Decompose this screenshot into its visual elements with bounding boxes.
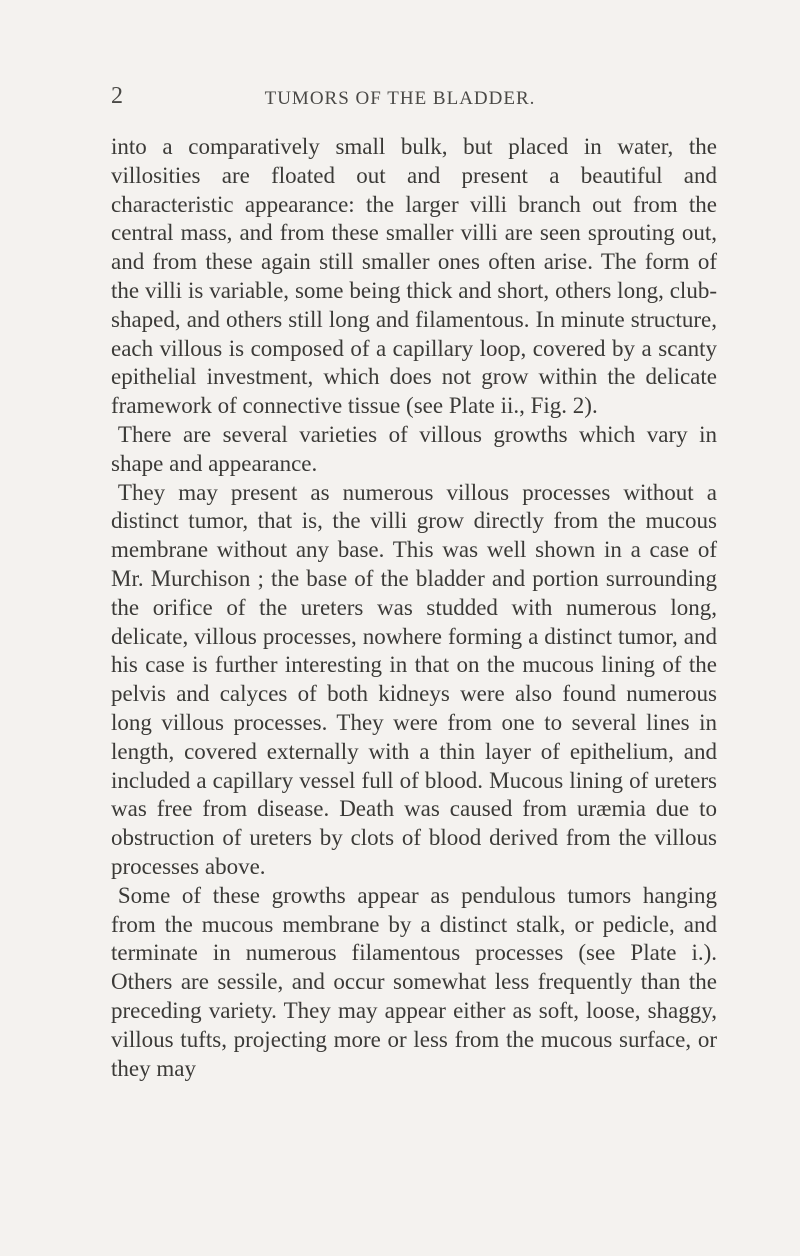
paragraph-1: into a comparatively small bulk, but placed in water, the villosities are floated out and present a beautiful and characteristic appearance: the larger villi branch out from the central mass, and from these smaller villi are seen sprouting out, and from these again still smaller ones often arise. The form of the villi is variable, some being thick and short, others long, club-shaped, and others still long and filamentous. In minute structure, each villous is composed of a capillary loop, covered by a scanty epithelial investment, which does not grow within the delicate framework of connective tissue (see Plate ii., Fig. 2). (111, 134, 717, 419)
paragraph-2: There are several varieties of villous growths which vary in shape and appearance. (111, 421, 717, 476)
running-head: TUMORS OF THE BLADDER. (264, 88, 536, 109)
paragraph-4: Some of these growths appear as pendulous tumors hanging from the mucous membrane by a distinct stalk, or pedicle, and terminate in numerous filamentous processes (see Plate i.). Others are sessile, and occur somewhat less frequently than the preceding variety. They may appear either as soft, loose, shaggy, villous tufts, projecting more or less from the mucous surface, or they may (111, 882, 717, 1081)
paragraph-3: They may present as numerous villous processes without a distinct tumor, that is, the villi grow directly from the mucous membrane without any base. This was well shown in a case of Mr. Murchison ; the base of the bladder and portion surrounding the orifice of the ureters was studded with numerous long, delicate, villous processes, nowhere forming a distinct tumor, and his case is further interesting in that on the mucous lining of the pelvis and calyces of both kidneys were also found numerous long villous processes. They were from one to several lines in length, covered externally with a thin layer of epithelium, and included a capillary vessel full of blood. Mucous lining of ureters was free from disease. Death was caused from uræmia due to obstruction of ureters by clots of blood derived from the villous processes above. (111, 479, 717, 879)
page-number: 2 (111, 83, 123, 109)
body-text (111, 133, 717, 1083)
